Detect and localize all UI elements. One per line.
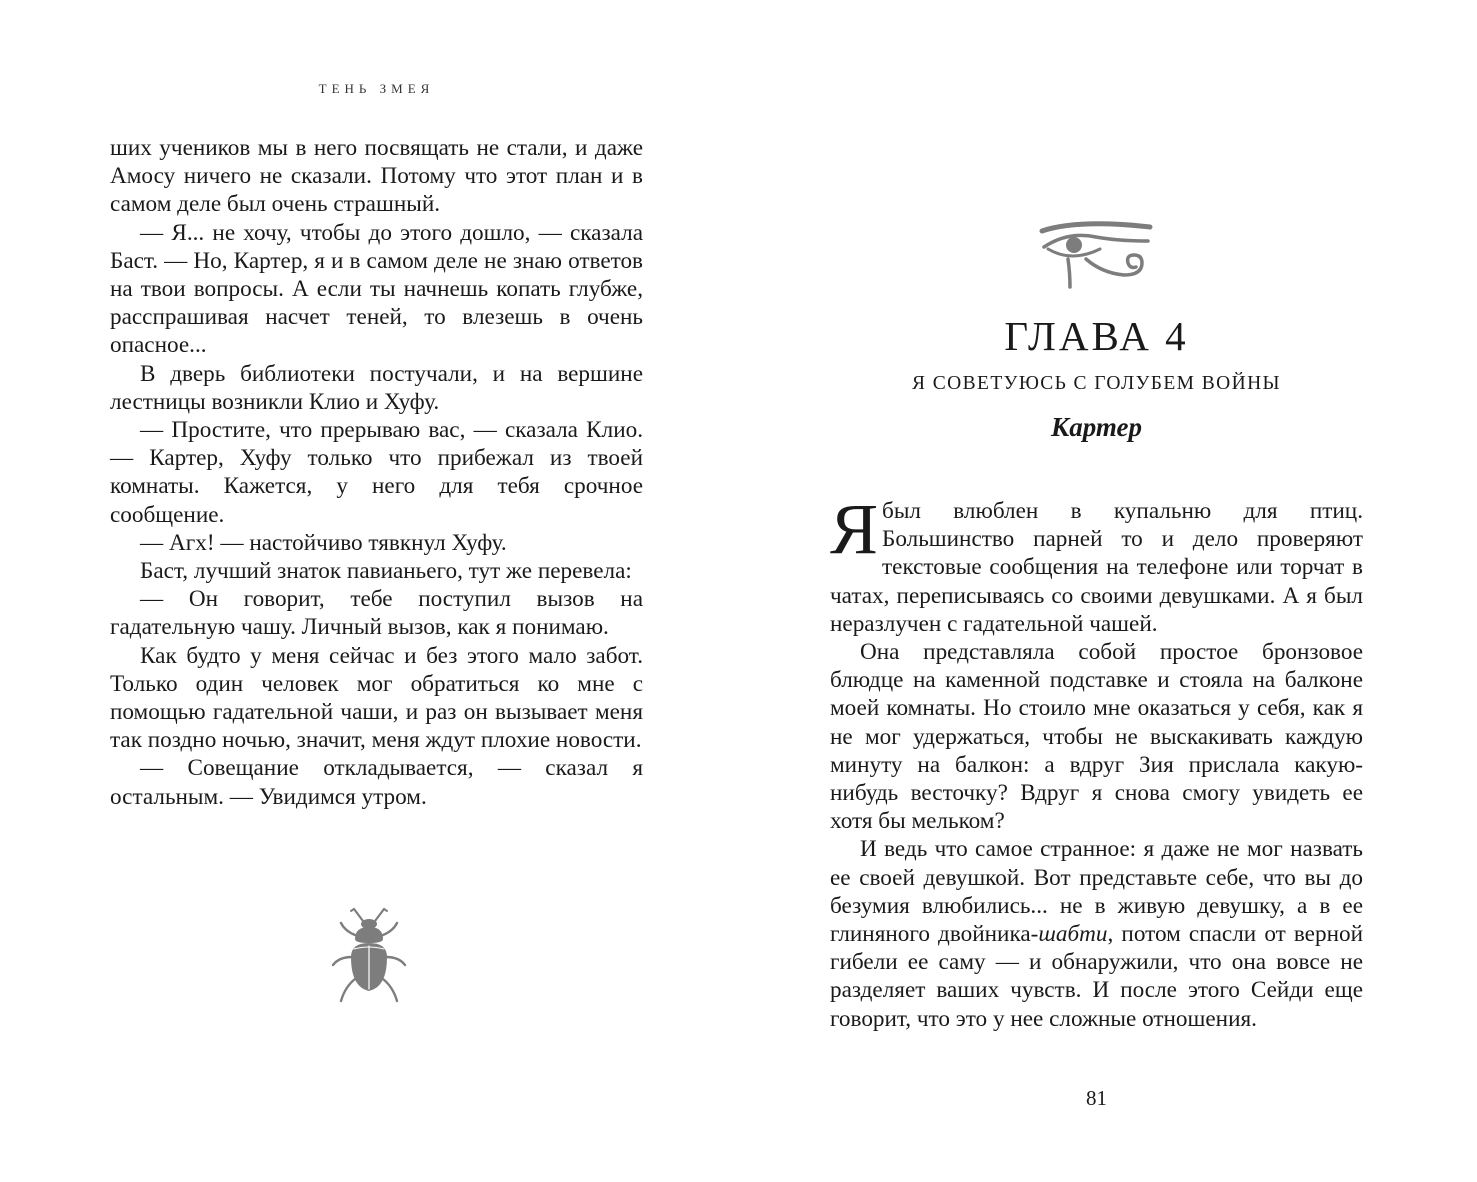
- scarab-icon: [327, 905, 411, 1003]
- running-head: ТЕНЬ ЗМЕЯ: [318, 81, 435, 96]
- page-number: 81: [1086, 1086, 1107, 1110]
- paragraph: — Он говорит, тебе поступил вызов на гадательную чашу. Личный вызов, как я понимаю.: [110, 586, 643, 641]
- paragraph: — Агх! — настойчиво тявкнул Хуфу.: [140, 529, 507, 556]
- paragraph: ших учеников мы в него посвящать не стали, и даже Амосу ничего не сказали. Потому что этот план и в самом деле был очень страшный.: [110, 135, 643, 218]
- paragraph: — Я... не хочу, чтобы до этого дошло, — сказала Баст. — Но, Картер, я и в самом деле не знаю ответов на твои вопросы. А если ты начнешь копать глубже, расспрашивая насчет теней, то влезешь в очень опасное...: [110, 219, 643, 359]
- paragraph: — Совещание откладывается, — сказал я остальным. — Увидимся утром.: [110, 755, 643, 810]
- italic-word: шабти: [1038, 921, 1108, 948]
- paragraph: Она представляла собой простое бронзовое блюдце на каменной подставке и стояла на балконе моей комнаты. Но стоило мне оказаться у себя, как я не мог удержаться, чтобы не выскакивать каждую минуту на балкон: а вдруг Зия прислала какую-нибудь весточку? Вдруг я снова смогу увидеть ее хотя бы мельком?: [830, 639, 1363, 835]
- paragraph: Баст, лучший знаток павианьего, тут же перевела:: [140, 558, 632, 585]
- eye-of-horus-icon: [1038, 219, 1154, 293]
- paragraph: [830, 835, 1363, 1032]
- left-page: [0, 0, 738, 1182]
- right-page: [738, 0, 1477, 1182]
- narrator-name: Картер: [1050, 412, 1143, 442]
- paragraph-text: И ведь что самое странное: я даже не мог назвать ее своей девушкой. Вот представьте себе, что вы до безумия влюбились... не в живую девушку, а в ее глиняного двойника-: [830, 836, 1363, 948]
- drop-cap: Я: [830, 489, 879, 569]
- paragraph: [830, 489, 1363, 638]
- paragraph-text: был влюблен в купальню для птиц. Большинство парней то и дело проверяют текстовые сообщения на телефоне или торчат в чатах, переписываясь со своими девушками. А я был неразлучен с гадательной чашей.: [830, 498, 1363, 637]
- right-body-text: [830, 489, 1363, 1033]
- left-body-text: [110, 134, 643, 811]
- paragraph-text: , потом спасли от верной гибели ее саму — и обнаружили, что она вовсе не разделяет ваших чувств. И после этого Сейди еще говорит, что это у нее сложные отношения.: [830, 921, 1363, 1032]
- paragraph: В дверь библиотеки постучали, и на вершине лестницы возникли Клио и Хуфу.: [110, 360, 643, 415]
- chapter-subtitle: Я СОВЕТУЮСЬ С ГОЛУБЕМ ВОЙНЫ: [912, 373, 1281, 394]
- paragraph: — Простите, что прерываю вас, — сказала Клио. — Картер, Хуфу только что прибежал из твоей комнаты. Кажется, у него для тебя срочное сообщение.: [110, 417, 643, 528]
- chapter-title: ГЛАВА 4: [1004, 313, 1189, 359]
- paragraph: Как будто у меня сейчас и без этого мало забот. Только один человек мог обратиться ко мне с помощью гадательной чаши, и раз он вызывает меня так поздно ночью, значит, меня ждут плохие новости.: [110, 642, 643, 754]
